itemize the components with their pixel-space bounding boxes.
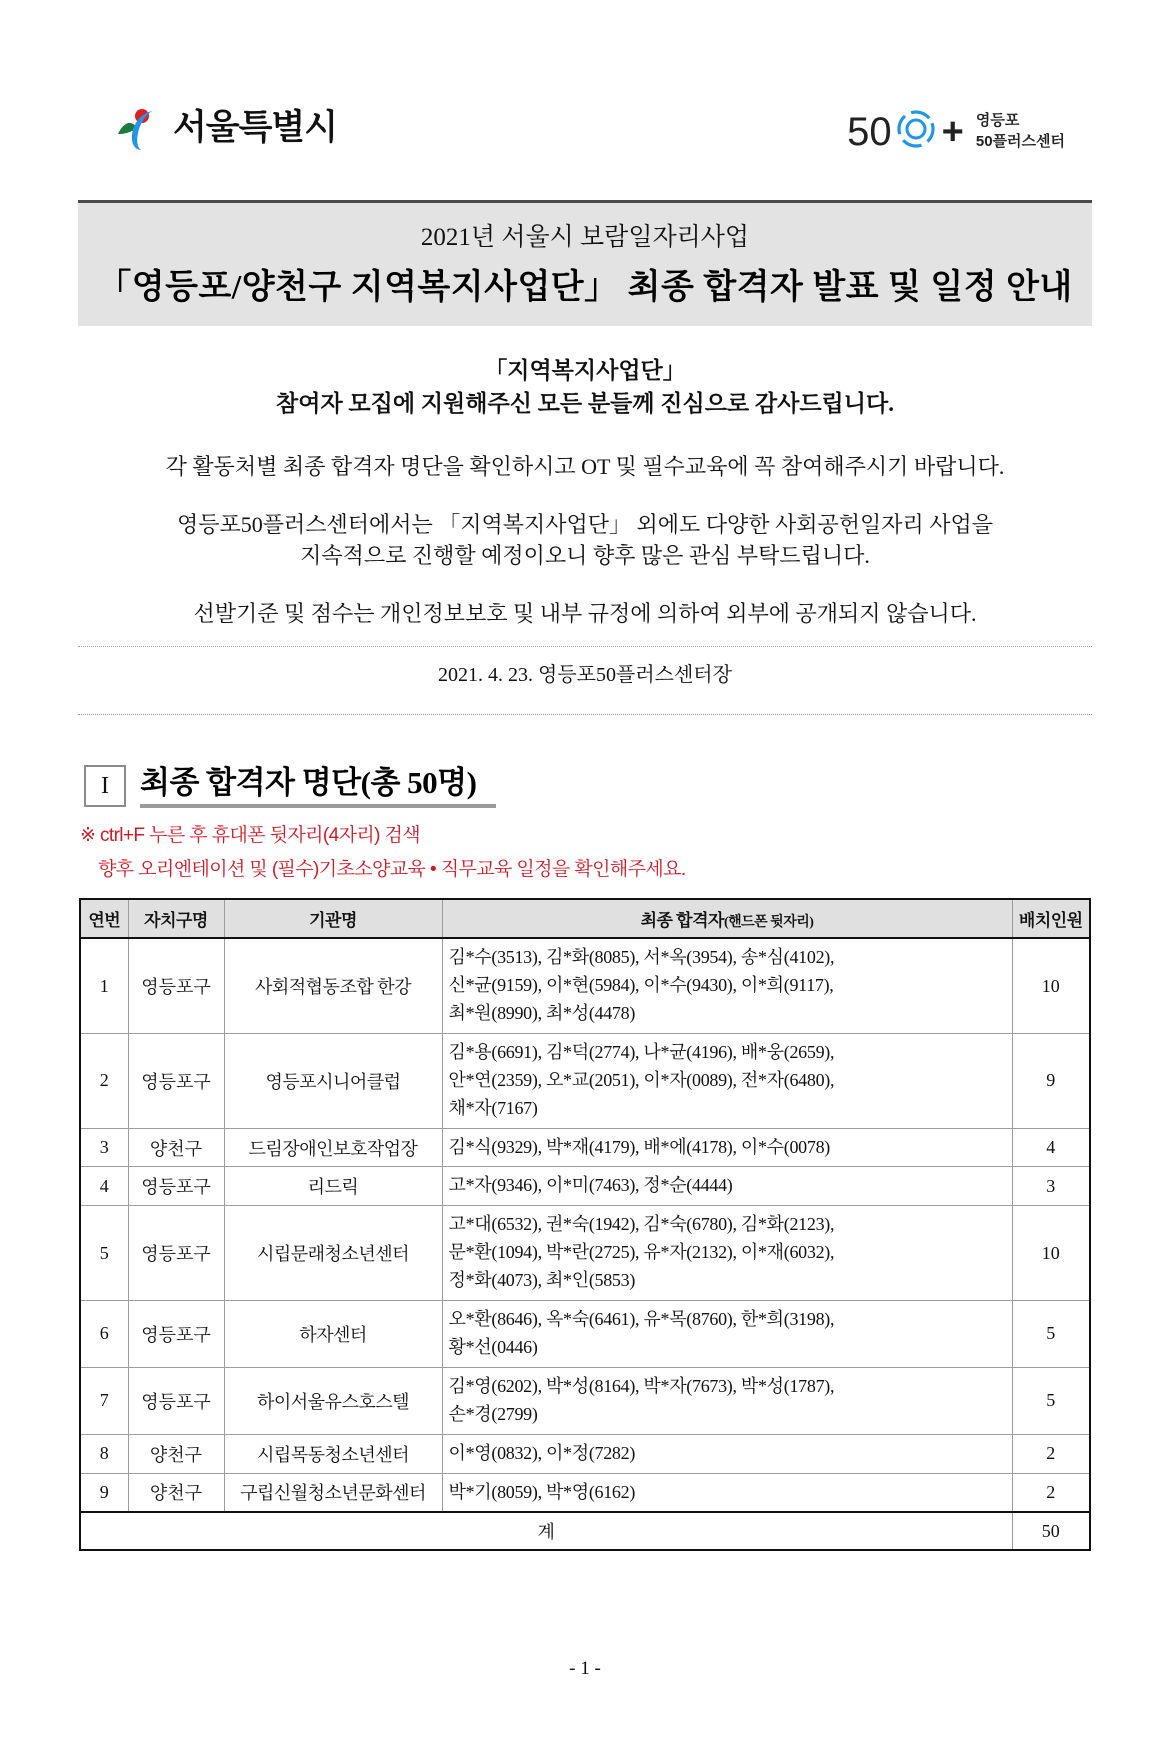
section-head	[84, 757, 1170, 807]
cell-org: 구립신월청소년문화센터	[224, 1473, 442, 1512]
cell-names: 이*영(0832), 이*정(7282)	[442, 1434, 1012, 1473]
cell-names: 고*대(6532), 권*숙(1942), 김*숙(6780), 김*화(2123), 문*환(1094), 박*란(2725), 유*자(2132), 이*재(6032), 정*화(4073), 최*인(5853)	[442, 1206, 1012, 1301]
cell-district: 양천구	[128, 1434, 224, 1473]
title-banner	[78, 200, 1092, 326]
page-title: 「영등포/양천구 지역복지사업단」 최종 합격자 발표 및 일정 안내	[97, 269, 1073, 306]
section-marker: I	[84, 765, 126, 807]
table-row	[80, 1301, 1090, 1368]
cell-district: 양천구	[128, 1473, 224, 1512]
cell-names: 오*환(8646), 옥*숙(6461), 유*목(8760), 한*희(3198), 황*선(0446)	[442, 1301, 1012, 1368]
document-page	[0, 95, 1170, 1750]
table-row	[80, 1128, 1090, 1167]
intro-line-3: 각 활동처별 최종 합격자 명단을 확인하시고 OT 및 필수교육에 꼭 참여해주시기 바랍니다.	[165, 453, 1005, 479]
seoul-logo-text: 서울특별시	[173, 107, 338, 147]
cell-no: 6	[80, 1301, 128, 1368]
cell-org: 시립문래청소년센터	[224, 1206, 442, 1301]
table-row	[80, 1473, 1090, 1512]
fifty-plus-logo	[847, 107, 1065, 156]
seoul-city-logo	[112, 101, 337, 153]
cell-org: 시립목동청소년센터	[224, 1434, 442, 1473]
cell-district: 영등포구	[128, 1033, 224, 1128]
table-header	[80, 899, 1090, 938]
cell-count: 5	[1012, 1301, 1090, 1368]
cell-names: 김*수(3513), 김*화(8085), 서*옥(3954), 송*심(4102), 신*균(9159), 이*현(5984), 이*수(9430), 이*희(9117), 최*원(8990), 최*성(4478)	[442, 938, 1012, 1033]
cell-count: 3	[1012, 1167, 1090, 1206]
cell-names: 고*자(9346), 이*미(7463), 정*순(4444)	[442, 1167, 1012, 1206]
table-row	[80, 1206, 1090, 1301]
table-row	[80, 1367, 1090, 1434]
cell-no: 5	[80, 1206, 128, 1301]
final-roster-table	[79, 898, 1091, 1551]
fifty-plus-ring-icon	[894, 107, 938, 156]
section-title: 최종 합격자 명단(총 50명)	[140, 765, 477, 801]
col-header-count: 배치인원	[1012, 899, 1090, 938]
col-header-names	[442, 899, 1012, 938]
table-row	[80, 1033, 1090, 1128]
cell-district: 영등포구	[128, 1206, 224, 1301]
total-label: 계	[80, 1512, 1012, 1550]
center-name-line2: 50플러스센터	[975, 132, 1065, 150]
signature-line: 2021. 4. 23. 영등포50플러스센터장	[438, 664, 732, 687]
title-subtitle: 2021년 서울시 보람일자리사업	[420, 224, 750, 251]
cell-count: 2	[1012, 1434, 1090, 1473]
col-header-no: 연번	[80, 899, 128, 938]
cell-district: 양천구	[128, 1128, 224, 1167]
section-title-wrap	[140, 757, 476, 807]
cell-no: 8	[80, 1434, 128, 1473]
fifty-plus-sign: +	[941, 110, 964, 153]
cell-org: 드림장애인보호작업장	[224, 1128, 442, 1167]
cell-no: 9	[80, 1473, 128, 1512]
cell-no: 4	[80, 1167, 128, 1206]
intro-line-4: 영등포50플러스센터에서는 「지역복지사업단」 외에도 다양한 사회공헌일자리 사업을	[176, 511, 994, 537]
fifty-plus-number: 50	[847, 109, 892, 154]
table-row	[80, 938, 1090, 1033]
cell-no: 1	[80, 938, 128, 1033]
fifty-plus-mark	[847, 107, 964, 156]
cell-org: 하이서울유스호스텔	[224, 1367, 442, 1434]
cell-no: 3	[80, 1128, 128, 1167]
intro-line-5: 지속적으로 진행할 예정이오니 향후 많은 관심 부탁드립니다.	[300, 543, 870, 569]
cell-count: 9	[1012, 1033, 1090, 1128]
cell-names: 김*식(9329), 박*재(4179), 배*에(4178), 이*수(0078)	[442, 1128, 1012, 1167]
cell-count: 2	[1012, 1473, 1090, 1512]
center-name-line1: 영등포	[975, 112, 1020, 130]
cell-names: 박*기(8059), 박*영(6162)	[442, 1473, 1012, 1512]
table-total-row	[80, 1512, 1090, 1550]
schedule-hint-note: 향후 오리엔테이션 및 (필수)기초소양교육 • 직무교육 일정을 확인해주세요.	[98, 859, 686, 881]
cell-district: 영등포구	[128, 1367, 224, 1434]
intro-section	[0, 354, 1170, 630]
divider-bottom	[78, 714, 1092, 715]
cell-org: 사회적협동조합 한강	[224, 938, 442, 1033]
col-header-names-main: 최종 합격자	[640, 911, 724, 931]
intro-line-1: 「지역복지사업단」	[484, 358, 686, 383]
page-number: - 1 -	[569, 1658, 601, 1679]
table-header-row	[80, 899, 1090, 938]
cell-no: 2	[80, 1033, 128, 1128]
intro-line-6: 선발기준 및 점수는 개인정보보호 및 내부 규정에 의하여 외부에 공개되지 않습니다.	[193, 601, 977, 627]
cell-district: 영등포구	[128, 1167, 224, 1206]
cell-district: 영등포구	[128, 1301, 224, 1368]
cell-count: 10	[1012, 938, 1090, 1033]
cell-count: 10	[1012, 1206, 1090, 1301]
cell-names: 김*영(6202), 박*성(8164), 박*자(7673), 박*성(1787), 손*경(2799)	[442, 1367, 1012, 1434]
cell-org: 하자센터	[224, 1301, 442, 1368]
center-name-block	[976, 111, 1065, 152]
table-body	[80, 938, 1090, 1512]
total-count: 50	[1012, 1512, 1090, 1550]
cell-names: 김*용(6691), 김*덕(2774), 나*균(4196), 배*웅(2659), 안*연(2359), 오*교(2051), 이*자(0089), 전*자(6480), 채*자(7167)	[442, 1033, 1012, 1128]
section-heading-block	[84, 757, 1170, 808]
seoul-symbol-icon	[112, 101, 164, 153]
col-header-names-sub: (핸드폰 뒷자리)	[723, 915, 814, 931]
cell-org: 영등포시니어클럽	[224, 1033, 442, 1128]
table-footer	[80, 1512, 1090, 1550]
search-hint-note: ※ ctrl+F 누른 후 휴대폰 뒷자리(4자리) 검색	[80, 825, 421, 847]
cell-district: 영등포구	[128, 938, 224, 1033]
cell-no: 7	[80, 1367, 128, 1434]
intro-line-2: 참여자 모집에 지원해주신 모든 분들께 진심으로 감사드립니다.	[276, 391, 894, 417]
cell-count: 5	[1012, 1367, 1090, 1434]
header-logos	[0, 95, 1170, 200]
table-row	[80, 1167, 1090, 1206]
col-header-district: 자치구명	[128, 899, 224, 938]
table-row	[80, 1434, 1090, 1473]
cell-count: 4	[1012, 1128, 1090, 1167]
cell-org: 리드릭	[224, 1167, 442, 1206]
col-header-org: 기관명	[224, 899, 442, 938]
